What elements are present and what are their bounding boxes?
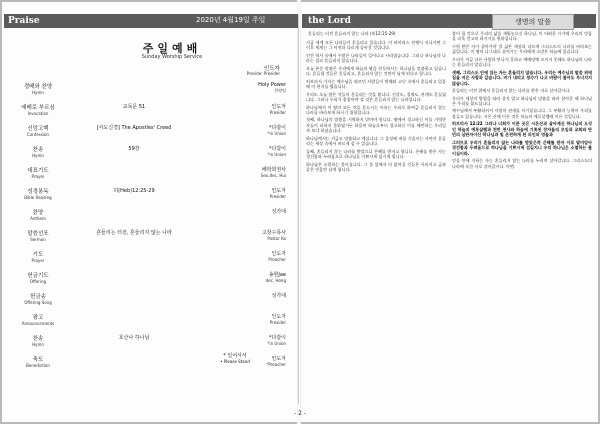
worship-item-label	[10, 187, 66, 200]
sermon-paragraph: 불이 필 것으로 우리의 삶을 세워놓으신 하나님. 이 어려운 시기에 우리의 믿음을 더욱 견고히 하시기를 원하십니다.	[452, 31, 592, 42]
stand-note	[200, 352, 270, 364]
worship-row	[10, 229, 286, 251]
worship-item-leader	[216, 145, 286, 157]
worship-item-ko: 경배와 찬양	[23, 84, 53, 90]
worship-item-ko: 찬송	[32, 147, 44, 153]
worship-item-ko: 성경봉독	[27, 189, 49, 195]
worship-leader-en: Presider	[269, 320, 286, 325]
worship-item-label	[10, 355, 66, 368]
worship-item-ko: 대표기도	[27, 168, 49, 174]
worship-leader-en: *in Union	[267, 131, 286, 136]
worship-row	[10, 103, 286, 125]
worship-item-label	[10, 292, 66, 305]
worship-row	[10, 208, 286, 230]
sermon-paragraph: 하나님께서 이 땅의 모든 것을 흔드시는 이유는 우리로 하여금 흔들리지 않는 나라를 바라보게 하시기 위함입니다.	[306, 104, 446, 115]
worship-item-en: Offering Song	[24, 300, 52, 305]
worship-leader-ko: *다같이	[269, 146, 286, 152]
worship-item-label	[10, 208, 66, 221]
worship-leader-en: Presider	[269, 194, 286, 199]
worship-row	[10, 166, 286, 188]
worship-item-label	[10, 229, 66, 242]
sermon-paragraph: 하나님께서는 지금도 말씀하고 계십니다. 그 음성에 귀를 기울이는 자만이 흔들리는 세상 속에서 바르게 설 수 있습니다.	[306, 135, 446, 147]
worship-item-en: Invocation	[27, 111, 49, 116]
sermon-paragraph: 구원 받은 자가 살아가야 할 삶은 세상과 다르게 그리스도의 나라를 바라보는 삶입니다. 이 땅의 나그네로 살아가는 우리에게 소망은 하늘에 있습니다.	[452, 43, 592, 55]
worship-leader-en: dec. Hong	[265, 278, 286, 283]
stand-note-en: • Please Stand	[220, 359, 250, 364]
worship-item-ko: 신앙고백	[27, 126, 49, 132]
sermon-column-1	[306, 40, 446, 402]
worship-title: 주일예배	[142, 42, 202, 55]
worship-item-ko: 찬송	[32, 336, 44, 342]
sermon-paragraph: 셋째, 그리스도 안에 있는 자는 흔들리지 않습니다. 우리는 예수님의 말씀 위에 집을 지은 사람과 같습니다. 비가 내리고 창수가 나고 바람이 불어도 무너지지 않습니다.	[452, 69, 592, 86]
worship-item-en: Benediction	[26, 363, 50, 368]
worship-leader-ko: *다같이	[269, 335, 286, 341]
sermon-paragraph: 오늘 본문 말씀은 우리에게 하늘과 땅을 진동하시는 하나님을 말씀하고 있습니다. 흔들릴 것들은 흔들리고, 흔들리지 않는 것만이 남게 된다고 합니다.	[306, 65, 446, 77]
worship-leader-en: Presider	[269, 110, 286, 115]
worship-item-leader	[216, 292, 286, 299]
sermon-paragraph: 흔들리는 터전 위에서 흔들리지 않는 나라를 받은 자로 살아갑시다.	[452, 88, 571, 94]
worship-item-label	[10, 166, 66, 179]
worship-item-label	[10, 145, 66, 158]
sermon-heading: 흔들리는 터전 흔들리지 않는 나라 (히12:25-29)	[308, 31, 396, 36]
worship-row	[10, 82, 286, 104]
worship-item-detail: 호산나 하나님	[118, 335, 150, 341]
worship-item-detail: 흔들리는 터전, 흔들리지 않는 나라	[96, 230, 172, 236]
worship-item-detail: 히(Heb)12:25-29	[113, 188, 155, 194]
presider-label: 인도자	[264, 66, 280, 72]
worship-item-detail: 59장	[128, 146, 140, 152]
worship-item-leader	[216, 271, 286, 283]
worship-leader-ko: 성가대	[271, 293, 286, 299]
worship-item-label	[10, 82, 66, 95]
left-header-title: Praise	[8, 16, 40, 26]
worship-row	[10, 292, 286, 314]
worship-item-leader	[216, 166, 286, 178]
worship-leader-ko: *다같이	[269, 125, 286, 131]
worship-item-leader	[216, 124, 286, 136]
sermon-paragraph: 그러므로 우리가 흔들리지 않는 나라를 받았은즉 은혜를 받자 이로 말미암아 경건함과 두려움으로 하나님을 기쁘시게 섬길지니 우리 하나님은 소멸하는 불이심이라.	[452, 139, 592, 156]
sermon-paragraph: 지금 세계 모든 나라들이 흔들리고 있습니다. 이 바이러스 전쟁이 지나가면 그 이후 세계는 그 이전과 다르게 돌아갈 것입니다.	[306, 40, 446, 51]
worship-item-en: Sermon	[30, 237, 46, 242]
worship-item-ko: 기도	[32, 252, 44, 258]
worship-item-en: Confession	[27, 132, 49, 137]
worship-item-leader	[216, 334, 286, 346]
worship-item-en: Prayer	[31, 174, 45, 179]
worship-leader-en: *Preacher	[266, 362, 286, 367]
worship-item-en: Offering	[29, 279, 47, 284]
worship-leader-ko: 인도자	[271, 314, 286, 320]
worship-leader-en: 찬양팀	[274, 88, 286, 93]
worship-leader-en: Seo,dec. Hui	[260, 173, 286, 178]
worship-item-en: Hymn	[32, 153, 44, 158]
sermon-paragraph: 히브리서 기자는 예수님을 따르던 사람들이 박해와 고난 속에서 흔들리고 있을 때 이 편지를 썼습니다.	[306, 78, 446, 90]
worship-item-ko: 찬양	[32, 210, 44, 216]
sermon-paragraph: 우리도 오늘 많은 것들이 흔들리는 것을 봅니다. 건강도, 경제도, 관계도 흔들립니다. 그러나 우리가 붙잡아야 할 것은 흔들리지 않는 나라입니다.	[306, 91, 446, 103]
worship-leader-ko: Holy Power	[258, 82, 286, 88]
worship-leader-ko: 인도자	[271, 188, 286, 194]
worship-row	[10, 145, 286, 167]
service-date: 2020년 4월19일 주일	[196, 16, 266, 24]
presider-label-en: Preside: Presider	[246, 71, 280, 76]
worship-leader-en: Preacher	[268, 257, 286, 262]
worship-item-label	[10, 250, 66, 263]
sermon-paragraph: 우리가 지금 다른 사람과 만나지 못하고 예배당에 모이지 못해도 하나님의 나라는 흔들리지 않습니다.	[452, 56, 592, 68]
worship-leader-ko: 인도자	[271, 356, 286, 362]
worship-item-en: Prayer	[31, 258, 45, 263]
worship-item-label	[10, 103, 66, 116]
worship-item-detail: 교독문 51	[122, 104, 146, 110]
worship-row	[10, 187, 286, 209]
sermon-paragraph: 예수님께서 부활하셔서 사망의 권세를 이기셨습니다. 그 부활의 능력이 우리를 붙들고 있습니다. 시온 산에 이른 것은 하늘의 예루살렘에 이른 것입니다.	[452, 108, 592, 119]
worship-item-leader	[216, 229, 286, 241]
worship-leader-ko: 인도자	[271, 251, 286, 257]
worship-item-leader	[216, 103, 286, 115]
worship-leader-ko: 성가대	[271, 209, 286, 215]
worship-leader-en: Pastor Ko	[267, 236, 286, 241]
worship-row	[10, 271, 286, 293]
worship-row	[10, 313, 286, 335]
right-header-title: the Lord	[308, 16, 351, 26]
sermon-paragraph: 히브리서 12:22 그러나 너희가 이른 곳은 시온산과 살아계신 하나님의 도성인 하늘의 예루살렘과 천만 천사와 하늘에 기록된 장자들의 모임과 교회와 만민의 심판자이신 하나님과 및 온전하게 된 의인의 영들과	[452, 121, 592, 138]
worship-item-detail: [사도신경] The Apostles' Creed	[96, 125, 172, 131]
sermon-paragraph: 둘째, 흔들리지 않는 나라를 받았으니 은혜를 받자고 합니다. 은혜를 받은 자는 경건함과 두려움으로 하나님을 기쁘시게 섬기게 됩니다.	[306, 148, 446, 160]
worship-item-en: Anthem	[30, 216, 46, 221]
worship-row	[10, 124, 286, 146]
worship-subtitle: Sunday Worship Service	[141, 54, 203, 60]
worship-item-ko: 말씀선포	[27, 231, 49, 237]
worship-item-leader	[216, 82, 286, 94]
worship-item-label	[10, 313, 66, 326]
worship-leader-ko: 배학희권사	[261, 167, 286, 173]
worship-item-en: Announcements	[21, 321, 55, 326]
worship-item-ko: 헌금송	[30, 294, 46, 300]
sermon-tab: 생명의 말씀	[492, 14, 574, 30]
sermon-paragraph: 하나님은 소멸하는 불이십니다. 그 불 앞에서 타 없어질 것들은 사라지고 금과 같은 믿음만 남게 됩니다.	[306, 161, 446, 173]
sermon-paragraph: 첫째, 하나님의 말씀을 거역하지 말아야 합니다. 땅에서 경고하신 이를 거역한 자들이 피하지 못하였거든 하물며 하늘로부터 경고하신 이를 배반하는 우리일까 보냐 하셨습니다.	[306, 117, 446, 134]
worship-row	[10, 250, 286, 272]
worship-item-ko: 예배로 부르심	[21, 105, 55, 111]
page-number: - 2 -	[294, 410, 306, 417]
sermon-paragraph: 믿음 안에 거하는 자는 흔들리지 않는 나라를 누리며 살아갑니다. 그리스도의 나라에 속한 자로 살아갑시다. 아멘.	[452, 158, 592, 169]
worship-leader-en: *in Union	[267, 341, 286, 346]
worship-item-en: Bible Reading	[24, 195, 52, 200]
worship-item-label	[10, 334, 66, 347]
worship-leader-ko: 고창수목사	[261, 230, 286, 236]
worship-item-leader	[216, 208, 286, 215]
worship-leader-ko: 인도자	[271, 104, 286, 110]
sermon-paragraph: 인간 역사 속에서 수많은 나라들이 일어나고 사라졌습니다. 그러나 하나님의 나라는 결코 흔들리지 않습니다.	[306, 52, 446, 64]
worship-leader-ko: 송현Jae	[268, 272, 286, 278]
worship-item-leader	[216, 250, 286, 262]
sermon-paragraph: 우리가 세상의 방법을 따라 살지 않고 하나님의 말씀을 따라 살아갈 때 하나님은 우리를 붙드십니다.	[452, 95, 592, 106]
sermon-column-2	[452, 31, 592, 402]
worship-leader-en: *in Union	[267, 152, 286, 157]
page-divider	[298, 14, 299, 404]
worship-item-leader	[216, 187, 286, 199]
worship-item-ko: 헌금기도	[27, 273, 49, 279]
worship-item-en: Hymn	[32, 90, 44, 95]
worship-item-label	[10, 124, 66, 137]
worship-item-en: Hymn	[32, 342, 44, 347]
worship-item-label	[10, 271, 66, 284]
worship-item-leader	[216, 313, 286, 325]
stand-note-ko: * 일어서서	[223, 353, 247, 359]
worship-item-ko: 축도	[32, 357, 44, 363]
worship-item-ko: 광고	[32, 315, 44, 321]
